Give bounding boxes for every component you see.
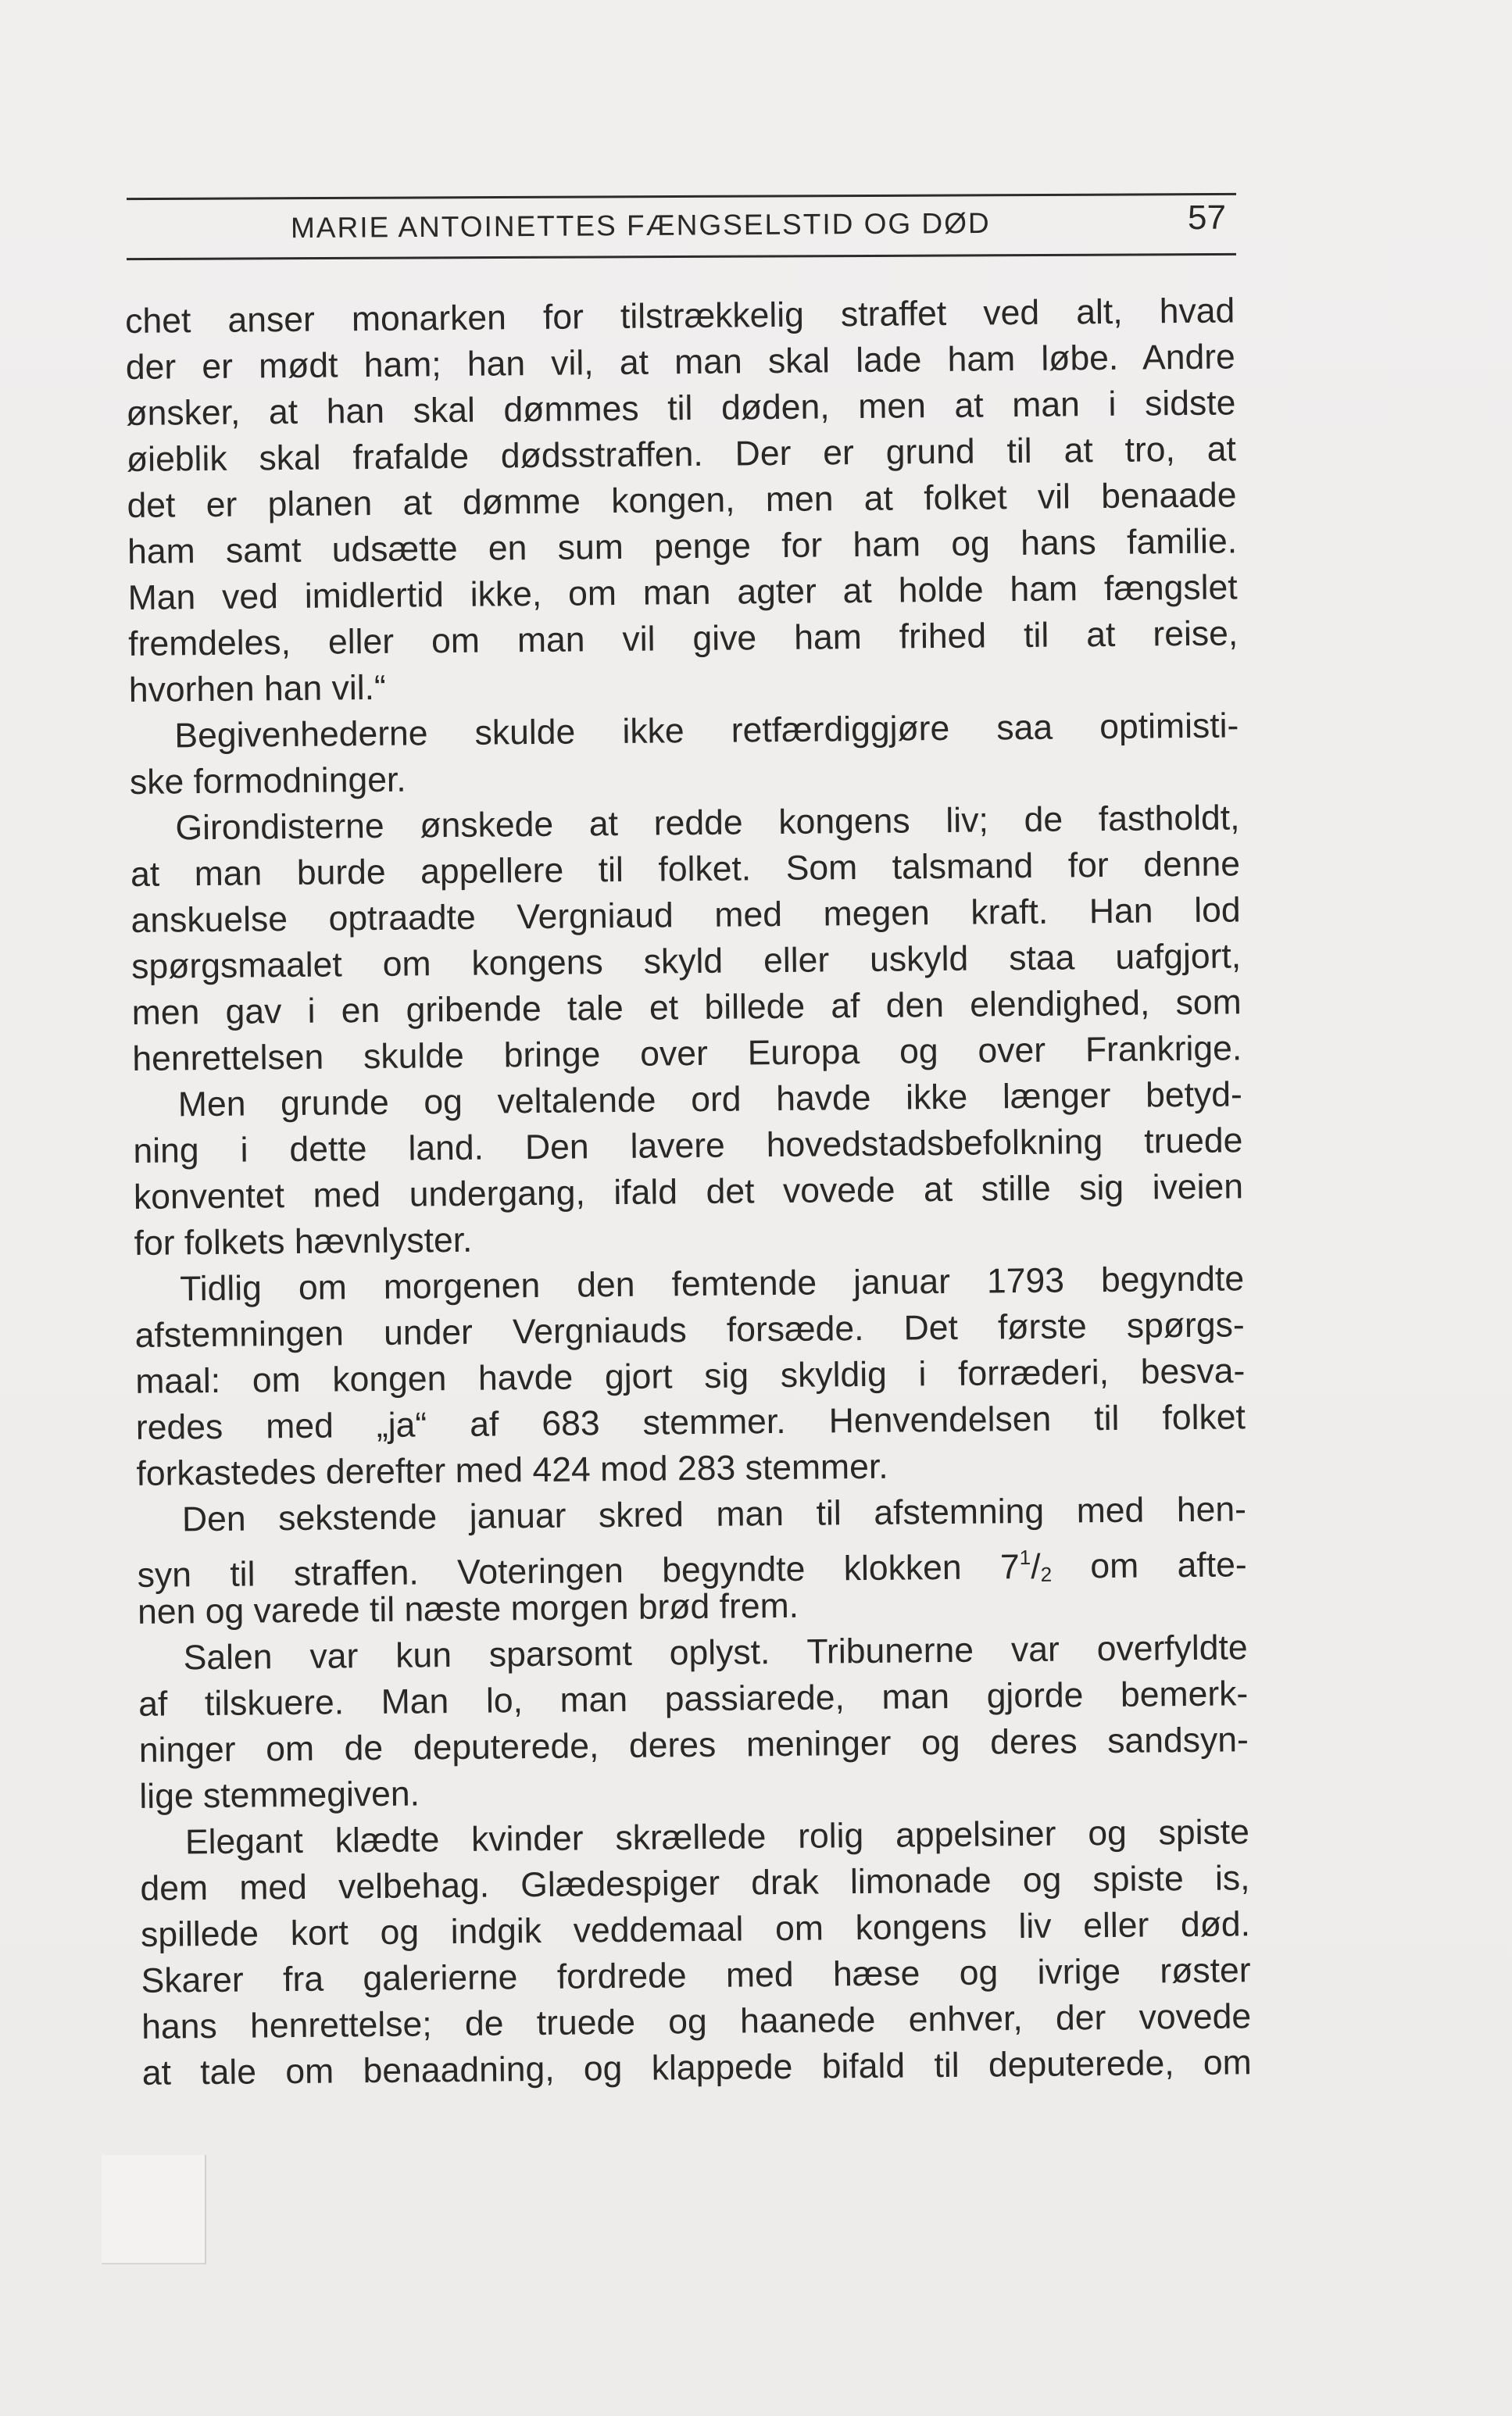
text-line: ninger om de deputerede, deres meninger og deres sandsyn- xyxy=(138,1721,1249,1770)
text-line: redes med „ja“ af 683 stemmer. Henvendelsen til folket xyxy=(135,1398,1246,1447)
text-line: der er mødt ham; han vil, at man skal lade ham løbe. Andre xyxy=(125,338,1236,387)
text-line: ske formodninger. xyxy=(129,760,406,802)
running-header xyxy=(127,181,1236,259)
text-line: fremdeles, eller om man vil give ham frihed til at reise, xyxy=(128,614,1239,663)
text-line-with-fraction xyxy=(137,1532,1247,1595)
scan-artifact xyxy=(102,2155,206,2264)
text-line: konventet med undergang, ifald det vovede at stille sig iveien xyxy=(133,1167,1244,1217)
text-line: af tilskuere. Man lo, man passiarede, man gjorde bemerk- xyxy=(138,1674,1249,1724)
text-line: ønsker, at han skal dømmes til døden, men at man i sidste xyxy=(126,384,1236,433)
text-line: chet anser monarken for tilstrækkelig straffet ved alt, hvad xyxy=(125,291,1235,341)
text-line: dem med velbehag. Glædespiger drak limonade og spiste is, xyxy=(140,1859,1250,1908)
header-rule-top xyxy=(127,193,1236,200)
text-line: lige stemmegiven. xyxy=(139,1774,420,1816)
text-line: at tale om benaadning, og klappede bifald til deputerede, om xyxy=(141,2043,1252,2093)
text-line: anskuelse optraadte Vergniaud med megen kraft. Han lod xyxy=(130,891,1241,940)
text-line: Tidlig om morgenen den femtende januar 1793 begyndte xyxy=(179,1260,1245,1309)
text-line: Men grunde og veltalende ord havde ikke længer betyd- xyxy=(177,1075,1243,1124)
text-line: henrettelsen skulde bringe over Europa og over Frankrige. xyxy=(132,1029,1242,1078)
text-line: for folkets hævnlyster. xyxy=(134,1221,473,1263)
text-line: Begivenhederne skulde ikke retfærdiggjøre saa optimisti- xyxy=(174,706,1239,756)
text-line: maal: om kongen havde gjort sig skyldig i forræderi, besva- xyxy=(135,1352,1246,1401)
fraction-line-text: syn til straffen. Voteringen begyndte klokken 7 xyxy=(137,1548,1020,1595)
text-line: Salen var kun sparsomt oplyst. Tribunerne var overfyldte xyxy=(183,1628,1248,1678)
text-line: forkastedes derefter med 424 mod 283 stemmer. xyxy=(136,1447,888,1493)
fraction-numerator: 1 xyxy=(1019,1545,1031,1570)
text-line: spillede kort og indgik veddemaal om kongens liv eller død. xyxy=(140,1905,1251,1954)
text-line: Skarer fra galerierne fordrede med hæse og ivrige røster xyxy=(141,1951,1251,2000)
header-rule-bottom xyxy=(127,253,1236,260)
text-line: ning i dette land. Den lavere hovedstadsbefolkning truede xyxy=(133,1121,1243,1170)
text-line: Girondisterne ønskede at redde kongens liv; de fastholdt, xyxy=(175,799,1240,848)
page-number: 57 xyxy=(1188,198,1226,237)
text-line: at man burde appellere til folket. Som talsmand for denne xyxy=(130,845,1241,894)
text-line: afstemningen under Vergniauds forsæde. Det første spørgs- xyxy=(134,1306,1245,1355)
text-line: men gav i en gribende tale et billede af den elendighed, som xyxy=(131,983,1242,1032)
fraction-line-end: om afte- xyxy=(1051,1546,1247,1586)
text-line: hans henrettelse; de truede og haanede enhver, der vovede xyxy=(141,1997,1252,2046)
text-line: hvorhen han vil.“ xyxy=(128,668,387,709)
body-text xyxy=(125,288,1275,2096)
text-line: øieblik skal frafalde dødsstraffen. Der er grund til at tro, at xyxy=(126,430,1237,479)
text-line: spørgsmaalet om kongens skyld eller uskyld staa uafgjort, xyxy=(130,937,1242,986)
fraction-slash: / xyxy=(1030,1547,1041,1586)
text-line: ham samt udsætte en sum penge for ham og hans familie. xyxy=(127,522,1238,571)
text-line: Man ved imidlertid ikke, om man agter at holde ham fængslet xyxy=(127,568,1238,617)
running-title: MARIE ANTOINETTES FÆNGSELSTID OG DØD xyxy=(290,206,991,245)
text-line: det er planen at dømme kongen, men at folket vil benaade xyxy=(127,476,1237,525)
fraction-denominator: 2 xyxy=(1040,1562,1053,1586)
text-line: nen og varede til næste morgen brød frem. xyxy=(137,1586,799,1632)
text-line: Elegant klædte kvinder skrællede rolig appelsiner og spiste xyxy=(184,1813,1250,1862)
text-line: Den sekstende januar skred man til afstemning med hen- xyxy=(181,1490,1247,1539)
